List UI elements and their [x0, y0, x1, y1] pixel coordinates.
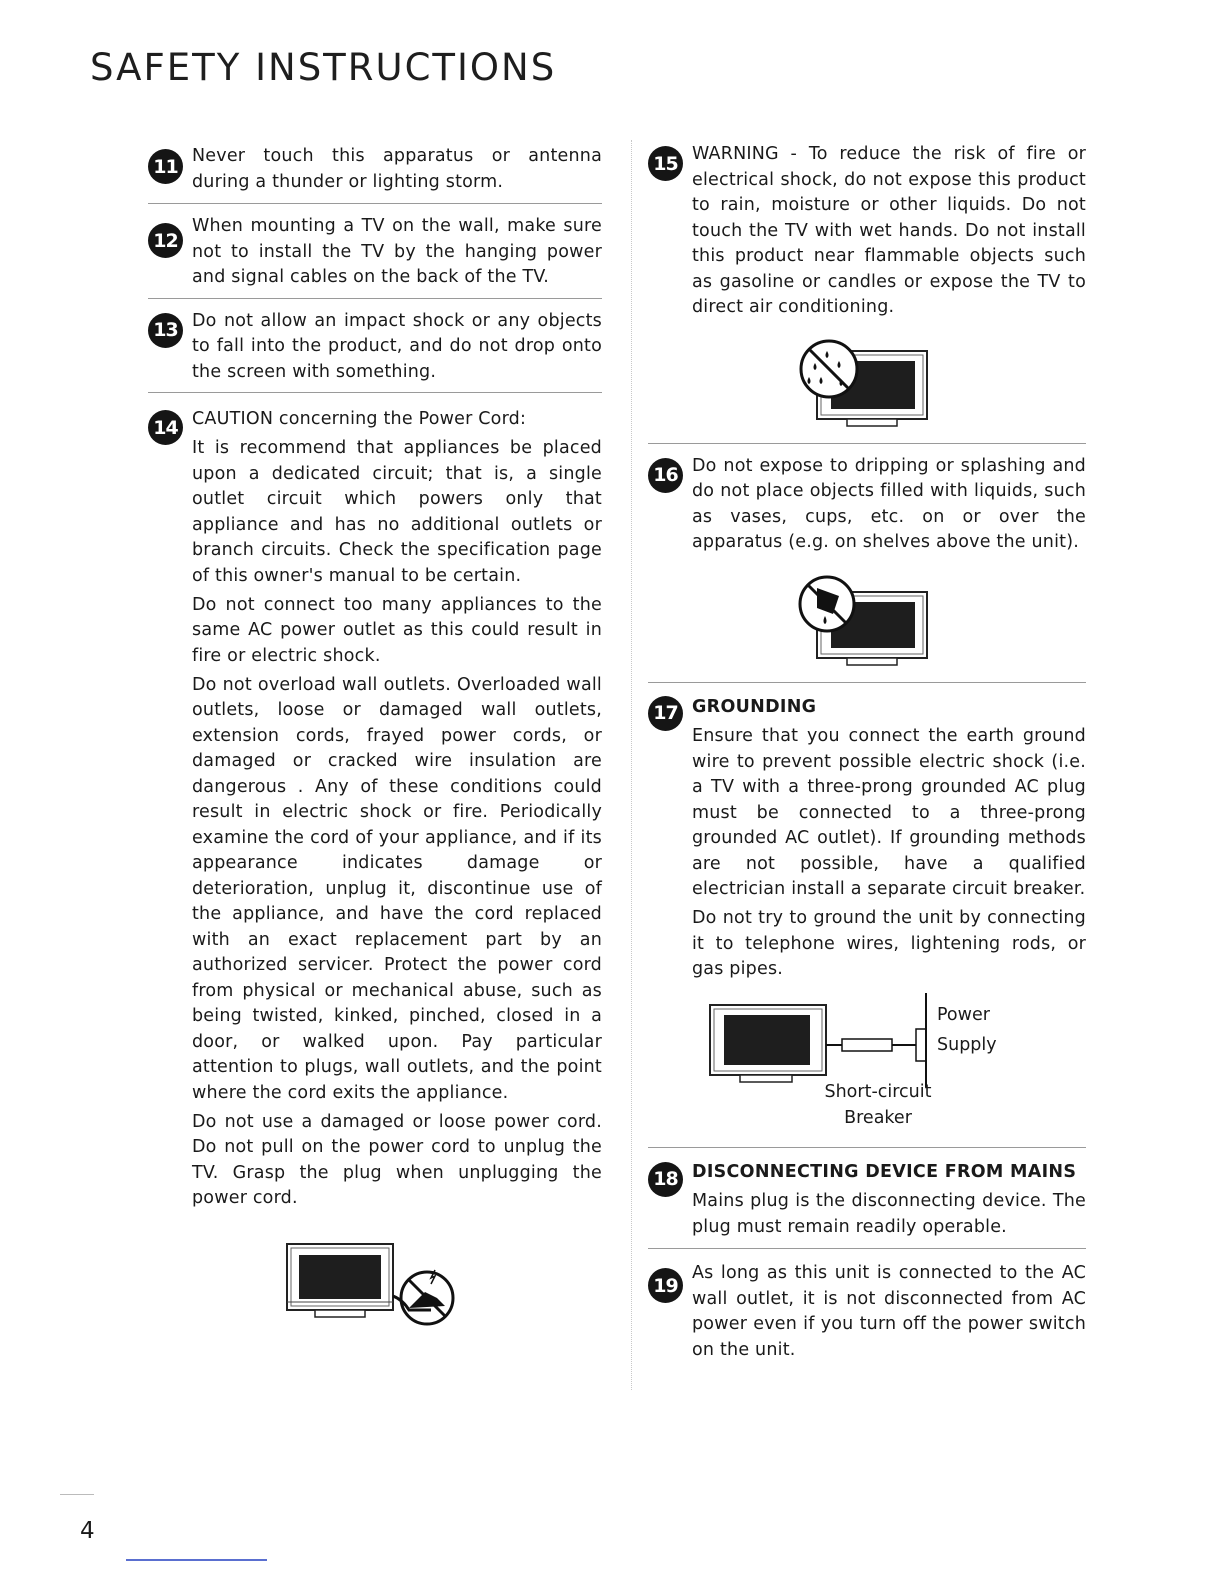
instruction-19 — [648, 1248, 1086, 1363]
number-badge-11: 11 — [148, 149, 183, 184]
instruction-19-text: As long as this unit is connected to the AC wall outlet, it is not disconnected from AC power even if you turn off the power switch on the unit. — [692, 1263, 1086, 1360]
instruction-17-warning: Do not try to ground the unit by connecting it to telephone wires, lightening rods, or gas pipes. — [692, 908, 1086, 979]
tv-no-vase-icon — [787, 574, 947, 668]
power-supply-label-line2: Supply — [937, 1034, 997, 1055]
instruction-18-text: Mains plug is the disconnecting device. The plug must remain readily operable. — [692, 1191, 1086, 1237]
instruction-12 — [148, 203, 602, 298]
number-badge-19: 19 — [648, 1268, 683, 1303]
column-divider — [631, 140, 632, 1390]
number-badge-12: 12 — [148, 223, 183, 258]
footer-line — [126, 1559, 267, 1561]
grounding-heading: GROUNDING — [692, 696, 817, 717]
disconnecting-heading: DISCONNECTING DEVICE FROM MAINS — [692, 1161, 1077, 1182]
power-supply-label-line1: Power — [937, 1004, 990, 1025]
instruction-11 — [148, 140, 602, 203]
number-badge-13: 13 — [148, 313, 183, 348]
number-badge-17: 17 — [648, 696, 683, 731]
tv-no-rain-icon — [787, 337, 947, 429]
instruction-14-wall-outlets: Do not overload wall outlets. Overloaded wall outlets, loose or damaged wall outlets, extension cords, frayed power cords, or damaged or cracked wire insulation are dangerous . Any of these conditions could result in electric shock or fire. Periodically examine the cord of your appliance, and if its appearance indicates damage or deterioration, unplug it, discontinue use of the appliance, and have the cord replaced with an exact replacement part by an authorized servicer. Protect the power cord from physical or mechanical abuse, such as being twisted, kinked, pinched, closed in a door, or walked upon. Pay particular attention to plugs, wall outlets, and the point where the cord exits the appliance. — [192, 674, 602, 1103]
left-column — [148, 140, 602, 1328]
breaker-label-line1: Short-circuit — [824, 1081, 932, 1102]
instruction-12-text: When mounting a TV on the wall, make sure not to install the TV by the hanging power and signal cables on the back of the TV. — [192, 216, 602, 287]
instruction-14-damaged-cord: Do not use a damaged or loose power cord. Do not pull on the power cord to unplug the TV. Grasp the plug when unplugging the power cord. — [192, 1111, 602, 1208]
instruction-17 — [648, 682, 1086, 1147]
instruction-14 — [148, 392, 602, 1328]
page-number: 4 — [80, 1518, 95, 1544]
instruction-13-text: Do not allow an impact shock or any objects to fall into the product, and do not drop onto the screen with something. — [192, 310, 602, 382]
instruction-15 — [648, 140, 1086, 443]
no-liquids-figure — [648, 574, 1086, 668]
number-badge-16: 16 — [648, 458, 683, 493]
breaker-label-line2: Breaker — [844, 1107, 912, 1128]
instruction-13 — [148, 298, 602, 393]
number-badge-18: 18 — [648, 1162, 683, 1197]
tv-no-stepping-on-cord-icon — [285, 1236, 465, 1328]
instruction-16 — [648, 443, 1086, 682]
right-column — [648, 140, 1086, 1363]
instruction-16-text: Do not expose to dripping or splashing and do not place objects filled with liquids, such as vases, cups, etc. on or over the apparatus (e.g. on shelves above the unit). — [692, 455, 1086, 552]
instruction-14-caution: CAUTION concerning the Power Cord: — [192, 409, 527, 429]
instruction-14-dedicated-circuit: It is recommend that appliances be placed upon a dedicated circuit; that is, a single outlet circuit which powers only that appliance and has no additional outlets or branch circuits. Check the specification page of this owner's manual to be certain. — [192, 438, 602, 586]
power-cord-figure — [148, 1236, 602, 1328]
number-badge-15: 15 — [648, 146, 683, 181]
breaker-label — [788, 1079, 968, 1131]
page-number-rule — [60, 1494, 94, 1495]
no-rain-figure — [648, 337, 1086, 429]
instruction-18 — [648, 1147, 1086, 1249]
page-title: SAFETY INSTRUCTIONS — [90, 46, 557, 89]
instruction-15-text: WARNING - To reduce the risk of fire or electrical shock, do not expose this product to rain, moisture or other liquids. Do not touch the TV with wet hands. Do not install this product near flammable objects such as gasoline or candles or expose the TV to direct air conditioning. — [692, 144, 1086, 317]
number-badge-14: 14 — [148, 410, 183, 445]
instruction-14-outlet-overload: Do not connect too many appliances to the same AC power outlet as this could result in fire or electric shock. — [192, 594, 602, 666]
instruction-11-text: Never touch this apparatus or antenna during a thunder or lighting storm. — [192, 146, 602, 192]
grounding-diagram — [648, 993, 1086, 1133]
instruction-17-text: Ensure that you connect the earth ground wire to prevent possible electric shock (i.e. a TV with a three-prong grounded AC plug must be connected to a three-prong grounded AC outlet). If grounding methods are not possible, have a qualified electrician install a separate circuit breaker. — [692, 726, 1086, 899]
